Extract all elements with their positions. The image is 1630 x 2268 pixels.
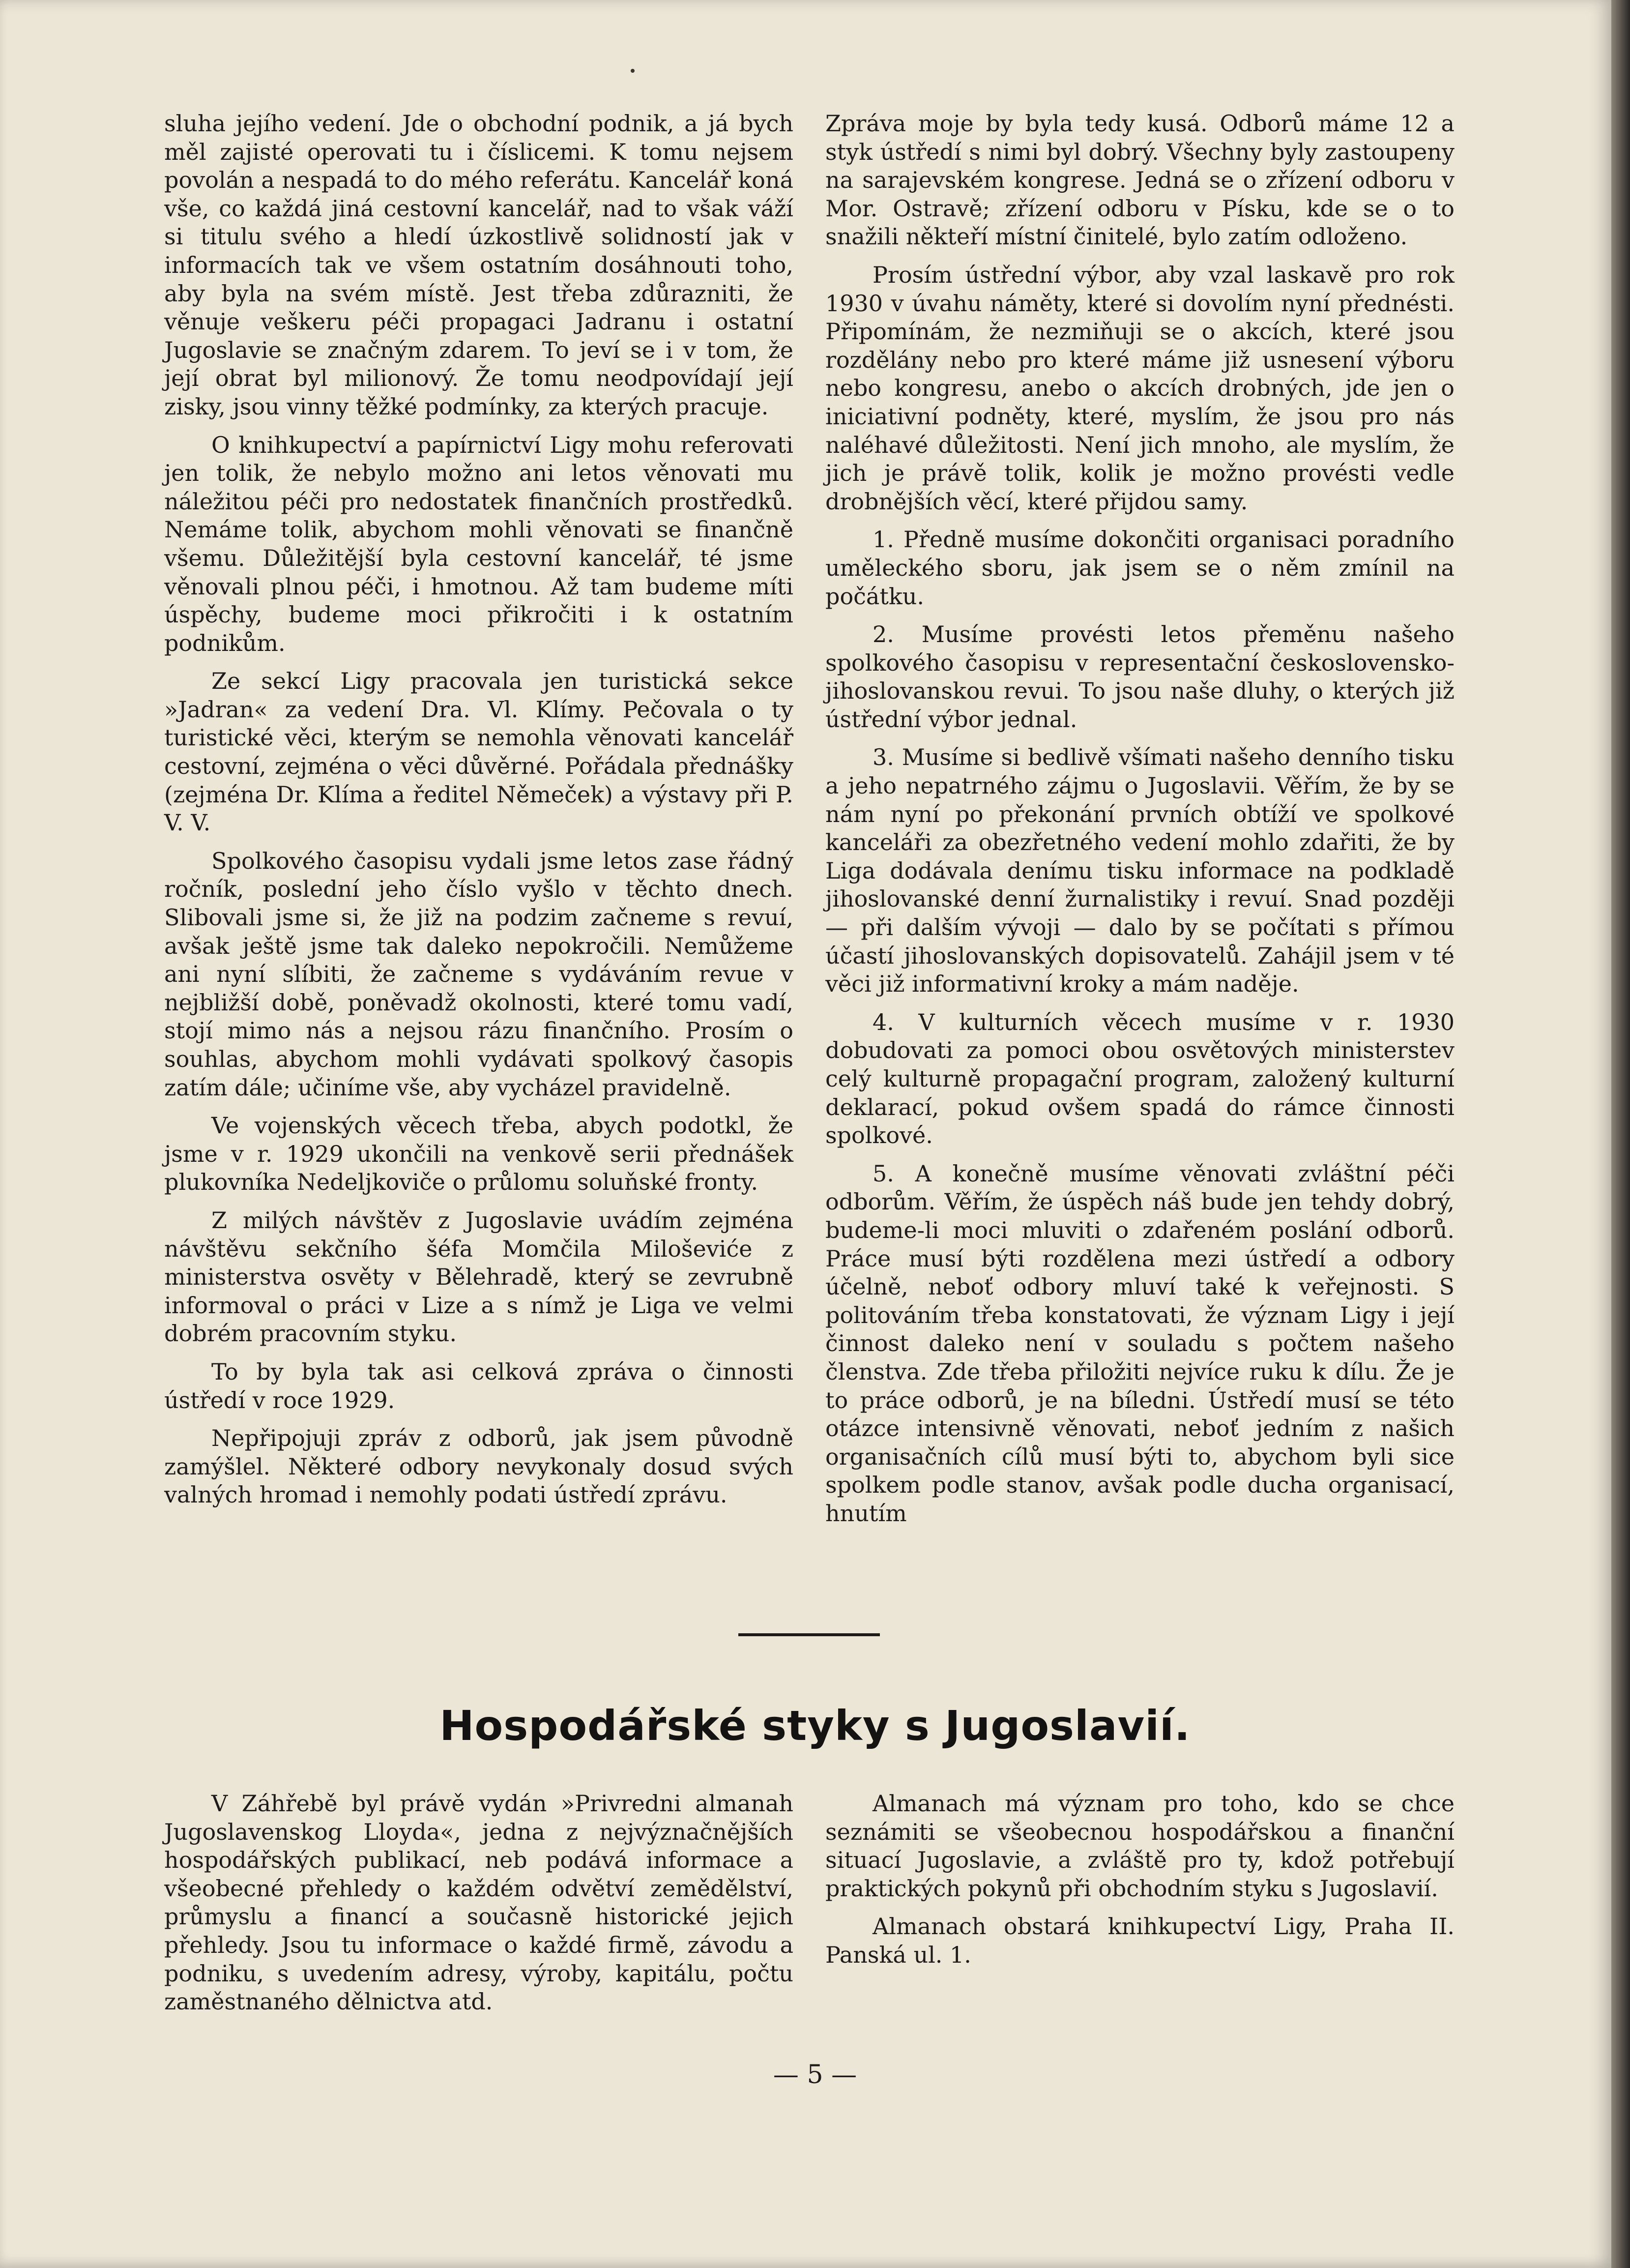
report-paragraph: O knihkupectví a papírnictví Ligy mohu referovati jen tolik, že nebylo možno ani letos věnovati mu náležitou péči pro nedostatek finančních prostředků. Nemáme tolik, abychom mohli věnovati se finančně všemu. Důležitější byla cestovní kancelář, té jsme věnovali plnou péči, i hmotnou. Až tam budeme míti úspěchy, budeme moci přikročiti i k ostatním podnikům. [164,431,793,656]
section-divider [738,1633,880,1636]
article-headline: Hospodářské styky s Jugoslavií. [439,1702,1191,1750]
article-paragraph: Almanach obstará knihkupectví Ligy, Praha II. Panská ul. 1. [825,1913,1455,1968]
report-paragraph: Z milých návštěv z Jugoslavie uvádím zejména návštěvu sekčního šéfa Momčila Miloševiće z ministerstva osvěty v Bělehradě, který se zevrubně informoval o práci v Lize a s nímž je Liga ve velmi dobrém pracovním styku. [164,1207,793,1347]
report-left-column [164,110,793,1519]
report-numbered-item: 4. V kulturních věcech musíme v r. 1930 dobudovati za pomoci obou osvětových ministerstev celý kulturně propagační program, založený kulturní deklarací, pokud ovšem spadá do rámce činnosti spolkové. [825,1008,1455,1149]
report-paragraph: Spolkového časopisu vydali jsme letos zase řádný ročník, poslední jeho číslo vyšlo v těchto dnech. Slibovali jsme si, že již na podzim začneme s revuí, avšak ještě jsme tak daleko nepokročili. Nemůžeme ani nyní slíbiti, že začneme s vydáváním revue v nejbližší době, poněvadž okolnosti, které tomu vadí, stojí mimo nás a nejsou rázu finančního. Prosím o souhlas, abychom mohli vydávati spolkový časopis zatím dále; učiníme vše, aby vycházel pravidelně. [164,847,793,1101]
report-numbered-item: 2. Musíme provésti letos přeměnu našeho spolkového časopisu v representační československo-jihoslovanskou revui. To jsou naše dluhy, o kterých již ústřední výbor jednal. [825,621,1455,733]
report-paragraph: To by byla tak asi celková zpráva o činnosti ústředí v roce 1929. [164,1358,793,1414]
report-right-column [825,110,1455,1538]
report-paragraph: sluha jejího vedení. Jde o obchodní podnik, a já bych měl zajisté operovati tu i číslicemi. K tomu nejsem povolán a nespadá to do mého referátu. Kancelář koná vše, co každá jiná cestovní kancelář, nad to však váží si titulu svého a hledí úzkostlivě solidností jak v informacích tak ve všem ostatním dosáhnouti toho, aby byla na svém místě. Jest třeba zdůrazniti, že věnuje veškeru péči propagaci Jadranu i ostatní Jugoslavie se značným zdarem. To jeví se i v tom, že její obrat byl milionový. Že tomu neodpovídají její zisky, jsou vinny těžké podmínky, za kterých pracuje. [164,110,793,420]
report-paragraph: Nepřipojuji zpráv z odborů, jak jsem původně zamýšlel. Některé odbory nevykonaly dosud svých valných hromad i nemohly podati ústředí zprávu. [164,1425,793,1508]
print-speck [631,69,635,73]
report-numbered-item: 5. A konečně musíme věnovati zvláštní péči odborům. Věřím, že úspěch náš bude jen tehdy dobrý, budeme-li moci mluviti o zdařeném poslání odborů. Práce musí býti rozdělena mezi ústředí a odbory účelně, neboť odbory mluví také k veřejnosti. S politováním třeba konstatovati, že význam Ligy i její činnost daleko není v souladu s počtem našeho členstva. Zde třeba přiložiti nejvíce ruku k dílu. Že je to práce odborů, je na bíledni. Ústředí musí se této otázce intensivně věnovati, neboť jedním z našich organisačních cílů musí býti to, abychom byli sice spolkem podle stanov, avšak podle ducha organisací, hnutím [825,1160,1455,1527]
page-number: — 5 — [773,2060,857,2090]
report-numbered-item: 1. Předně musíme dokončiti organisaci poradního uměleckého sboru, jak jsem se o něm zmínil na počátku. [825,526,1455,610]
article-paragraph: Almanach má význam pro toho, kdo se chce seznámiti se všeobecnou hospodářskou a finanční situací Jugoslavie, a zvláště pro ty, kdož potřebují praktických pokynů při obchodním styku s Jugoslavií. [825,1790,1455,1902]
report-paragraph: Ze sekcí Ligy pracovala jen turistická sekce »Jadran« za vedení Dra. Vl. Klímy. Pečovala o ty turistické věci, kterým se nemohla věnovati kancelář cestovní, zejména o věci důvěrné. Pořádala přednášky (zejména Dr. Klíma a ředitel Němeček) a výstavy při P. V. V. [164,668,793,836]
page-edge-shadow [1611,0,1630,2268]
report-paragraph: Prosím ústřední výbor, aby vzal laskavě pro rok 1930 v úvahu náměty, které si dovolím nyní přednésti. Připomínám, že nezmiňuji se o akcích, které jsou rozdělány nebo pro které máme již usnesení výboru nebo kongresu, anebo o akcích drobných, jde jen o iniciativní podněty, které, myslím, že jsou pro nás naléhavé důležitosti. Není jich mnoho, ale myslím, že jich je právě tolik, kolik je možno provésti vedle drobnějších věcí, které přijdou samy. [825,261,1455,515]
report-numbered-item: 3. Musíme si bedlivě všímati našeho denního tisku a jeho nepatrného zájmu o Jugoslavii. Věřím, že by se nám nyní po překonání prvních obtíží ve spolkové kanceláři za obezřetného vedení mohlo zdařiti, že by Liga dodávala denímu tisku informace na podkladě jihoslovanské denní žurnalistiky i revuí. Snad později — při dalším vývoji — dalo by se počítati s přímou účastí jihoslovanských dopisovatelů. Zahájil jsem v té věci již informativní kroky a mám naděje. [825,744,1455,998]
article-left-column [164,1790,793,2026]
report-paragraph: Ve vojenských věcech třeba, abych podotkl, že jsme v r. 1929 ukončili na venkově serii přednášek plukovníka Nedeljkoviče o průlomu soluňské fronty. [164,1112,793,1196]
article-right-column [825,1790,1455,1979]
article-paragraph: V Záhřebě byl právě vydán »Privredni almanah Jugoslavenskog Lloyda«, jedna z nejvýznačnějších hospodářských publikací, neb podává informace a všeobecné přehledy o každém odvětví zemědělství, průmyslu a financí a současně historické jejich přehledy. Jsou tu informace o každé firmě, závodu a podniku, s uvedením adresy, výroby, kapitálu, počtu zaměstnaného dělnictva atd. [164,1790,793,2015]
report-paragraph: Zpráva moje by byla tedy kusá. Odborů máme 12 a styk ústředí s nimi byl dobrý. Všechny byly zastoupeny na sarajevském kongrese. Jedná se o zřízení odboru v Mor. Ostravě; zřízení odboru v Písku, kde se o to snažili někteří místní činitelé, bylo zatím odloženo. [825,110,1455,250]
